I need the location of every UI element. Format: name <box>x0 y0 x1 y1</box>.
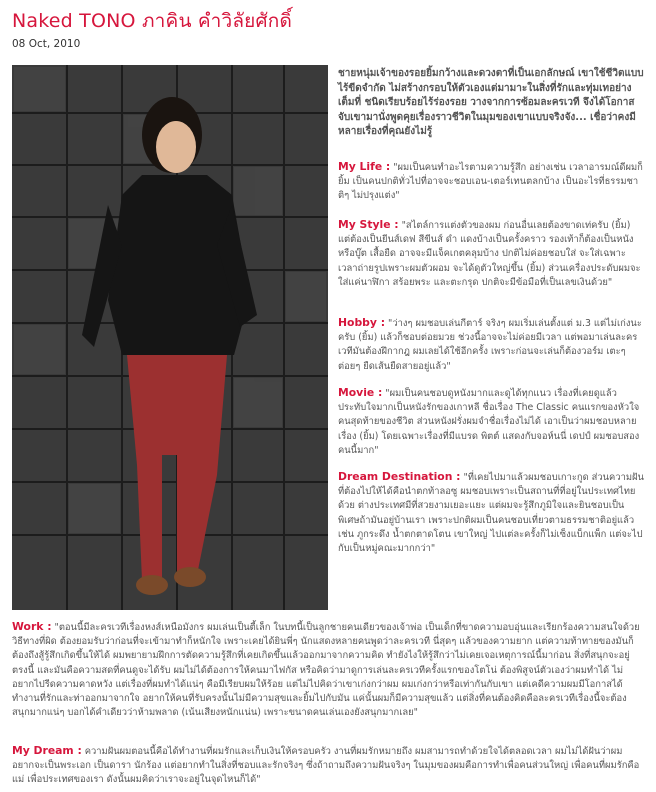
section-label: My Life : <box>338 160 391 173</box>
section-text: "ที่เคยไปมาแล้วผมชอบเกาะกูด ส่วนความฝันที่ต้องไปให้ได้คือนำตกท้าลอซู ผมชอบเพราะเป็นสถานที่ที่อยู่ในประเทศไทยด้วย ต่างประเทศมีที่สวยงามเยอะแยะ แต่ผมจะรู้สึกภูมิใจและยินชอบเป็นพิเศษถ้ามันอยู่บ้านเรา เพราะปกติผมเป็นคนชอบเที่ยวตามธรรมชาติอยู่แล้ว เช่น ภูกระดึง น้ำตกตาดโตน เขาใหญ่ ไปแต่ละครั้งก็ไม่เซ็งแบ็กแพ็ก แต่จะไปกับเป็นหมู่คณะมากกว่า" <box>338 472 644 555</box>
article-date: 08 Oct, 2010 <box>12 38 81 50</box>
article-title: Naked TONO ภาคิน คำวิลัยศักดิ์ <box>12 10 292 32</box>
article-photo <box>12 65 328 610</box>
section-text: "ผมเป็นคนทำอะไรตามความรู้สึก อย่างเช่น เวลาอารมณ์ดีผมก็ยิ้ม เป็นคนปกติทั่วไปที่อาจจะชอบเอน-เตอร์เทนตลกบ้าง เป็นอะไรที่ธรรมชาติๆ ไม่ปรุงแต่ง" <box>338 162 643 202</box>
section-text: "สไตล์การแต่งตัวของผม ก่อนอื่นเลยต้องขาดเท่ครับ (ยิ้ม) แต่ต้องเป็นยีนส์เดฟ สีขีนส์ ดำ แดงบ้างเป็นครั้งคราว รองเท้าก็ต้องเป็นหนังหรือบู๊ต เสื้อยืด อาจจะมีแจ็คเกตคลุมบ้าง ปกติไม่ค่อยชอบใส่ จะใส่เฉพาะเวลาถ่ายรูปเพราะผมตัวผอม จะได้ดูตัวใหญ่ขึ้น (ยิ้ม) ส่วนเครื่องประดับผมจะใส่แค่นาฬิกา สร้อยพระ และตะกรุด ปกติจะมีข้อมือที่เป็นเลขเงินด้วย" <box>338 220 641 288</box>
section-my-style <box>338 218 644 290</box>
section-label: Dream Destination : <box>338 470 461 483</box>
section-text: "ผมเป็นคนชอบดูหนังมากและดูได้ทุกแนว เรื่องที่เคยดูแล้วประทับใจมากเป็นหนังรักของเกาหลี ชื่อเรื่อง The Classic คนแรกของหัวใจคนสุดท้ายของชีวิต ส่วนหนังฝรั่งผมจำชื่อเรื่องไม่ได้ เอาเป็นว่าผมชอบหลายเรื่อง (ยิ้ม) โดยเฉพาะเรื่องที่มีแบรด พิตต์ แสดงกับจอห์นนี่ เดปป์ ผมชอบสองคนนี้มาก" <box>338 388 640 456</box>
article-lead: ชายหนุ่มเจ้าของรอยยิ้มกว้างและดวงตาที่เป็นเอกลักษณ์ เขาใช้ชีวิตแบบไร้ขีดจำกัด ไม่สร้างกรอบให้ตัวเองแต่มามาะในสิ่งที่รักและทุ่มเทอย่างเต็มที่ ชนิดเรียบร้อยไร้ร่องรอย วางจากการซ้อมละครเวที จึงได้โอกาสจับเขามานั่งพูดคุยเรื่องราวชีวิตในมุมของเขาแบบจริงจัง... เชื่อว่าคงมีหลายเรื่องที่คุณยังไม่รู้ <box>338 68 644 138</box>
section-work <box>12 620 644 720</box>
section-label: Movie : <box>338 386 383 399</box>
section-movie <box>338 386 644 458</box>
section-hobby <box>338 316 644 374</box>
section-dream-destination <box>338 470 644 556</box>
section-text: "ว่างๆ ผมชอบเล่นกีตาร์ จริงๆ ผมเริ่มเล่นตั้งแต่ ม.3 แต่ไม่เก่งนะครับ (ยิ้ม) แล้วก็ชอบต่อยมวย ช่วงนี้อาจจะไม่ค่อยมีเวลา แต่พอมาเล่นละครเวทีมันต้องฝึกากฎ ผมเลยได้ใช้อีกครั้ง เพราะก่อนจะเล่นก็ต้องวอร์ม เตะๆ ต่อยๆ ยืดเส้นยืดสายอยู่แล้ว" <box>338 318 642 372</box>
section-label: Work : <box>12 620 52 633</box>
section-label: My Style : <box>338 218 399 231</box>
section-text: "ตอนนี้มีละครเวทีเรื่องหงส์เหนือมังกร ผมเล่นเป็นตี้เล็ก ในบทนี้เป็นลูกชายคนเดียวของเจ้าพ่อ เป็นเด็กที่ขาดความอบอุ่นและเรียกร้องความสนใจด้วยวิธีทางที่ผิด ต้องยอมรับว่าก่อนที่จะเข้ามาทำก็หนักใจ เพราะเคยได้ยินพี่ๆ นักแสดงหลายคนพูดว่าละครเวที นี่สุดๆ แล้วของความยาก แต่ความท้าทายของมันก็ต้องถึงสู้รู้สึกเกิดขึ้นให้ได้ ผมพยายามฝึกการตัดความรู้สึกที่เคยเกิดขึ้นแล้วออกมาจากความคิด ทำยังไงให้รู้สึกว่าไม่เคยเจอเหตุการณ์นี้มาก่อน สิ่งที่สนุกจะอยู่ตรงนี้ และมันคือความสดที่คนดูจะได้รับ ผมไม่ได้ต้องการให้คนมาไฟกัส หรือคิดว่ามาดูการเล่นละครเวทีครั้งแรกของโตโน่ ต้องพิสูจน์ตัวเองว่าผมทำได้ ไม่อยากไปรีดความคาดหวัง แต่เรื่องที่ผมทำได้แน่ๆ คือมีเรียบผมให้ร้อย แต่ไม่ไปคิดว่าเขาเก่งกว่าผม ผมเก่งกว่าหรือเท่ากันกับเขา แต่เคดีความผมมีโอกาสได้ทำงานที่รักและท่าออกมาจากใจ อยากให้คนที่รับครงนั้นไม่มีความสุขและยิ้มไปกับมัน แค่นั้นผมก็มีความสุขแล้ว แต่สิ่งที่คนต้องคิดคือละครเวทีเรื่องนี้จะต้องสนุกมากแน่ๆ บอกได้คำเดียวว่าห้ามพลาด (เน้นเสียงหนักแน่น) เพราะขนาดคนเล่นเองยังสนุกมากเลย" <box>12 622 640 719</box>
section-my-life <box>338 160 644 204</box>
section-label: Hobby : <box>338 316 386 329</box>
section-text: ความฝันผมตอนนี้คือได้ทำงานที่ผมรักและเก็บเงินให้ครอบครัว งานที่ผมรักหมายถึง ผมสามารถทำด้วยใจได้ตลอดเวลา ผมไม่ได้ฝันว่าผมอยากจะเป็นพระเอก เป็นดารา นักร้อง แต่อยากทำในสิ่งที่ชอบและรักจริงๆ ซึ่งถ้าถามถึงความฝันจริงๆ ในมุมของผมคือการทำเพื่อคนส่วนใหญ่ เพื่อคนที่ผมรักคือแม่ เพื่อประเทศของเรา ดังนั้นผมคิดว่าเราจะอยู่ในจุดไหนก็ได้" <box>12 746 640 786</box>
section-my-dream <box>12 744 644 788</box>
section-label: My Dream : <box>12 744 82 757</box>
